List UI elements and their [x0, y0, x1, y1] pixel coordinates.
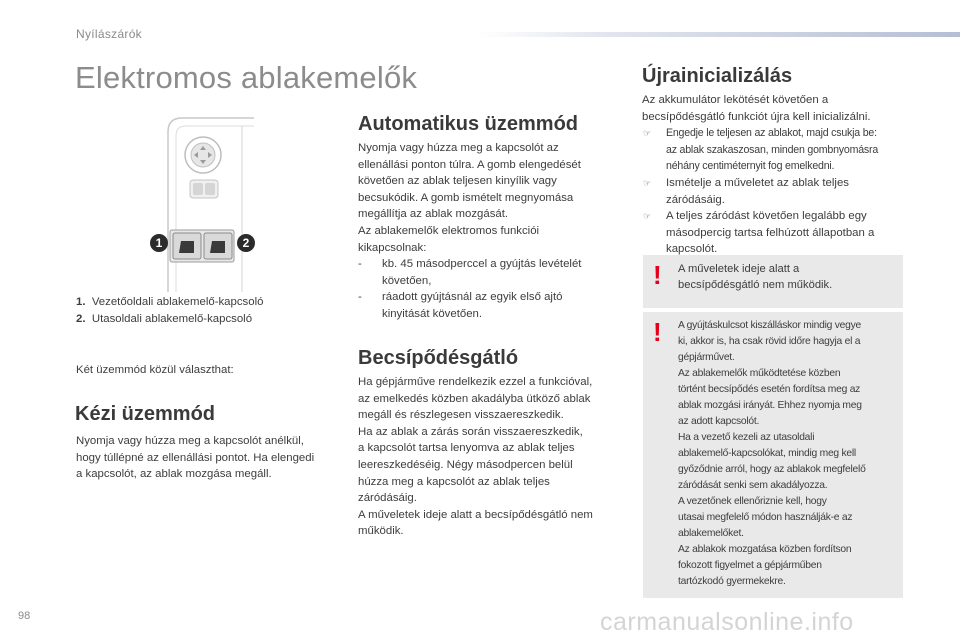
page-title: Elektromos ablakemelők: [75, 60, 418, 95]
page-number: 98: [18, 610, 31, 622]
auto-mode-list: [358, 256, 623, 322]
reinit-steps: [642, 125, 904, 258]
safety-note-text: A gyújtáskulcsot kiszálláskor mindig vegye ki, akkor is, ha csak rövid időre hagyja el a gépjárművet. Az ablakemelők működtetése közben történt becsípődés esetén fordítsa meg az ablak mozgási irányát. Ehhez nyomja meg az adott kapcsolót. Ha a vezető kezeli az utasoldali ablakemelő-kapcsolókat, mindig meg kell győződnie arról, hogy az ablakok megfelelő záródását senki sem akadályozza. A vezetőnek ellenőriznie kell, hogy utasai megfelelő módon használják-e az ablakemelőket. Az ablakok mozgatása közben fordítson fokozott figyelmet a gépjárműben tartózkodó gyermekekre.: [678, 320, 866, 587]
list-item: ☞ Engedje le teljesen az ablakot, majd csukja be: az ablak szakaszosan, minden gombnyomásra néhány centiméternyit fog emelkedni.: [643, 127, 879, 173]
mode-intro: Két üzemmód közül választhat:: [76, 364, 234, 376]
safety-note: [643, 312, 903, 598]
list-item: - ráadott gyújtásnál az egyik első ajtó kinyitását követően.: [358, 289, 623, 322]
manual-mode-heading: Kézi üzemmód: [75, 403, 216, 425]
anti-pinch-text: Ha gépjárműve rendelkezik ezzel a funkcióval, az emelkedés közben akadályba ütköző ablak megáll és részlegesen visszaereszkedik. Ha az ablak a zárás során visszaereszkedik, a kapcsolót tartsa lenyomva az ablak teljes leereszkedéséig. Négy másodpercen belül húzza meg a kapcsolót az ablak teljes záródásáig. A műveletek ideje alatt a becsípődésgátló nem működik.: [358, 376, 593, 538]
auto-mode-text: Nyomja vagy húzza meg a kapcsolót az ellenállási ponton túlra. A gomb elengedését követően az ablak teljesen kinyílik vagy becsukódik. A gomb ismételt megnyomása megállítja az ablak mozgását. Az ablakemelők elektromos funkciói kikapcsolnak: - kb. 45 másodperccel a gyújtás levételét követően, - ráadott gyújtásnál az egyik első ajtó kinyitását követően.: [358, 140, 623, 323]
door-panel-drawing: [150, 110, 256, 295]
exclamation-icon: !: [653, 260, 662, 290]
arrow-bullet-icon: ☞: [643, 128, 651, 139]
exclamation-icon: !: [653, 317, 662, 347]
caption-item: 2. Utasoldali ablakemelő-kapcsoló: [76, 313, 253, 325]
section-label: Nyílászárók: [76, 27, 142, 41]
callout-1: 1: [150, 234, 168, 252]
anti-pinch-heading: Becsípődésgátló: [358, 347, 519, 369]
header-bar: [478, 32, 960, 37]
callout-2: 2: [237, 234, 255, 252]
arrow-bullet-icon: ☞: [643, 177, 652, 188]
caption-item: 1. Vezetőoldali ablakemelő-kapcsoló: [76, 296, 264, 308]
warning-note: [643, 255, 903, 308]
reinit-heading: Újrainicializálás: [642, 65, 793, 87]
list-item: ☞ A teljes záródást követően legalább egy másodpercig tartsa felhúzott állapotban a kapcsolót.: [643, 210, 875, 256]
auto-mode-heading: Automatikus üzemmód: [358, 113, 579, 135]
watermark: carmanualsonline.info: [600, 608, 854, 636]
reinit-text: Az akkumulátor lekötését követően a becsípődésgátló funkciót újra kell inicializálni. ☞ Engedje le teljesen az ablakot, majd csukja be: az ablak szakaszosan, minden gombnyomásra néhány centiméternyit fog emelkedni. ☞ Ismételje a műveletet az ablak teljes záródásáig. ☞ A teljes záródást követően legalább egy másodpercig tartsa felhúzott állapotban a kapcsolót.: [642, 92, 904, 258]
illustration-caption: [76, 294, 263, 328]
list-item: - kb. 45 másodperccel a gyújtás levételét követően,: [358, 256, 623, 289]
window-switch-illustration: [150, 110, 256, 295]
arrow-bullet-icon: ☞: [643, 211, 652, 222]
manual-mode-text: Nyomja vagy húzza meg a kapcsolót anélkül, hogy túllépné az ellenállási pontot. Ha elengedi a kapcsolót, az ablak mozgása megáll.: [76, 435, 315, 481]
warning-note-text: A műveletek ideje alatt a becsípődésgátló nem működik.: [678, 263, 833, 291]
list-item: ☞ Ismételje a műveletet az ablak teljes záródásáig.: [643, 176, 849, 206]
